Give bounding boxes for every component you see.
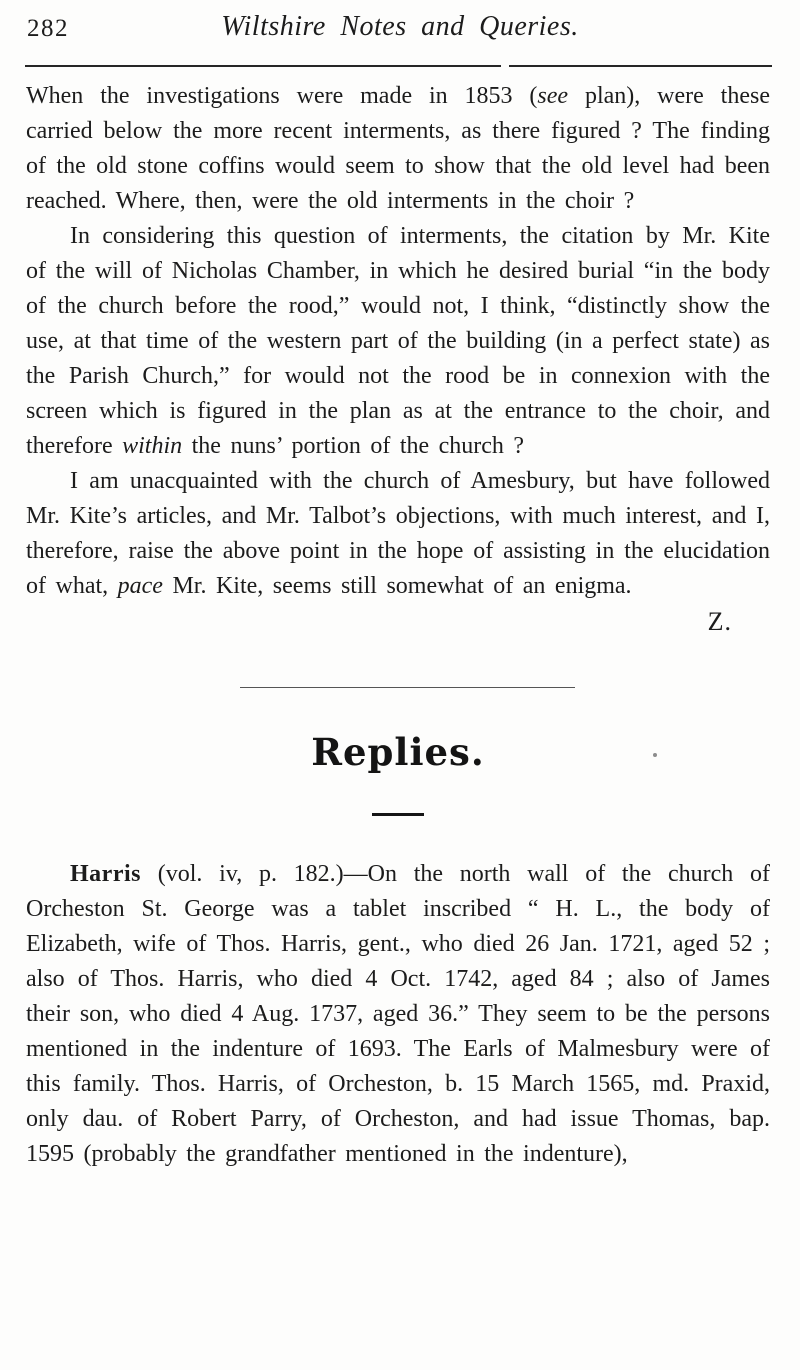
query-paragraph-1 [26, 79, 770, 219]
paragraph-text: When the investigations were made in 1853 ( [26, 83, 538, 109]
header-rule-left-segment [25, 65, 501, 67]
italic-word-see: see [537, 83, 569, 109]
replies-section-heading: Replies. [311, 730, 485, 774]
replies-heading-underline [372, 813, 424, 816]
paragraph-text: I am unacquainted with the church of Amesbury, but have followed Mr. Kite’s articles, and Mr. Talbot’s objections, with much interest, and I, therefore, raise the above point in the hope of assisting in the elucidation of what, [26, 468, 770, 599]
paragraph-text: In considering this question of interments, the citation by Mr. Kite of the will of Nicholas Chamber, in which he desired burial “in the body of the church before the rood,” would not, I think, “distinctly show the use, at that time of the western part of the building (in a perfect state) as the Parish Church,” for would not the rood be in connexion with the screen which is figured in the plan as at the entrance to the choir, and therefore [26, 223, 770, 459]
query-paragraph-2 [26, 219, 770, 464]
header-rule [25, 65, 772, 67]
page-text-block [26, 79, 770, 1172]
header-rule-right-segment [509, 65, 772, 67]
paragraph-text: (vol. iv, p. 182.)—On the north wall of the church of Orcheston St. George was a tablet inscribed “ H. L., the body of Elizabeth, wife of Thos. Harris, gent., who died 26 Jan. 1721, aged 52 ; also of Thos. Harris, who died 4 Oct. 1742, aged 84 ; also of James their son, who died 4 Aug. 1737, aged 36.” They seem to be the persons mentioned in the indenture of 1693. The Earls of Malmesbury were of this family. Thos. Harris, of Orcheston, b. 15 March 1565, md. Praxid, only dau. of Robert Parry, of Orcheston, and had issue Thomas, bap. 1595 (probably the grandfather mentioned in the indenture), [26, 861, 770, 1167]
section-divider-rule [240, 687, 575, 688]
contributor-signature: Z. [707, 607, 732, 636]
italic-word-pace: pace [117, 573, 163, 599]
scan-speck-artifact [653, 753, 657, 757]
page-header [0, 0, 800, 55]
running-title: Wiltshire Notes and Queries. [221, 11, 579, 42]
harris-reply-paragraph [26, 857, 770, 1172]
query-paragraph-3 [26, 464, 770, 604]
reply-entry-name: Harris [70, 861, 141, 887]
paragraph-text: Mr. Kite, seems still somewhat of an enigma. [162, 573, 632, 599]
paragraph-text: plan), were these carried below the more recent interments, as there figured ? The finding of the old stone coffins would seem to show that the old level had been reached. Where, then, were the old interments in the choir ? [26, 83, 770, 214]
paragraph-text: the nuns’ portion of the church ? [182, 433, 525, 459]
page-number: 282 [27, 15, 69, 42]
italic-word-within: within [122, 433, 183, 459]
